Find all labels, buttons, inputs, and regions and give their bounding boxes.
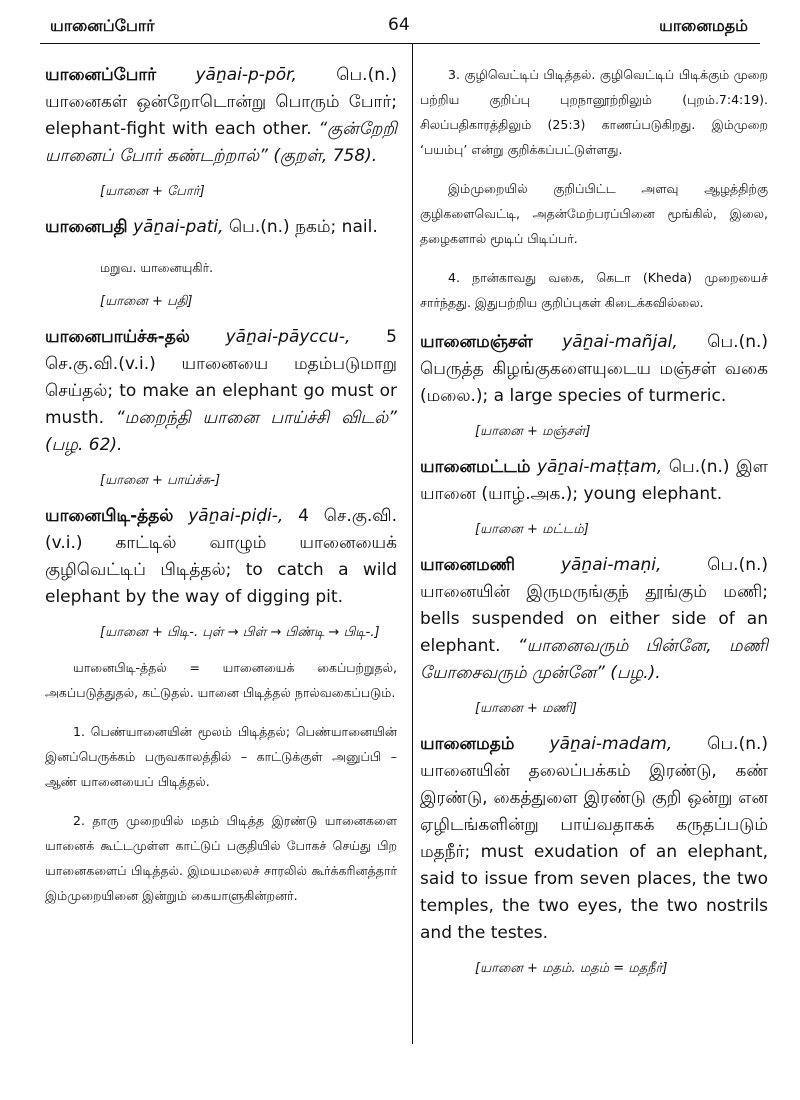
headword: யானைமணி [420,555,515,575]
variant-note: மறுவ. யானையுகிர். [100,260,214,275]
definition: பெ.(n.) யானையின் இருமருங்குந் தூங்கும் மணி; bells suspended on either side of an elephant. [420,555,769,656]
method-note-1: 1. பெண்யானையின் மூலம் பிடித்தல்; பெண்யானையின் இனப்பெருக்கம் பருவகாலத்தில் – காட்டுக்குள் அனுப்பி – ஆண் யானையைப் பிடித்தல். [45,724,397,789]
etymology: [யானை + போர்] [100,184,205,199]
page-number: 64 [388,15,410,35]
transliteration: yāṉai-mañjal, [562,332,678,352]
transliteration: yāṉai-pāyccu-, [225,327,351,347]
headword: யானைபிடி-த்தல் [45,506,174,526]
quotation: “யானைவரும் பின்னே, மணி யோசைவரும் முன்னே” (பழ.). [420,636,768,683]
definition: பெ.(n.) யானையின் தலைப்பக்கம் இரண்டு, கண் இரண்டு, கைத்துளை இரண்டு குறி ஒன்று என ஏழிடங்களின்று பாய்வதாகக் கருதப்படும் மதநீர்; must exudation of an elephant, said to issue from seven places, the two temples, the two eyes, the two nostrils and the testes. [420,734,769,943]
definition: 5 செ.கு.வி.(v.i.) யானையை மதம்படுமாறு செய்தல்; to make an elephant go must or musth. [45,327,397,428]
method-note-2: 2. தாரு முறையில் மதம் பிடித்த இரண்டு யானைகளை யானைக் கூட்டமுள்ள காட்டுப் பகுதியில் போகச் செய்து பிற யானைகளைப் பிடித்தல். இமயமலைச் சாரலில் கூர்க்கரினத்தார் இம்முறையினை இன்றும் கையாளுகின்றனர். [45,813,397,903]
headword: யானைமஞ்சள் [420,332,533,352]
transliteration: yāṉai-piḍi-, [188,506,284,526]
entry-yanaipayccu [45,324,397,459]
definition: 4 செ.கு.வி. (v.i.) காட்டில் வாழும் யானையைக் குழிவெட்டிப் பிடித்தல்; to catch a wild elephant by the way of digging pit. [45,506,397,607]
etymology: [யானை + மணி] [475,701,577,716]
headword: யானைப்போர் [45,65,157,85]
entry-yanaimattam [420,454,768,508]
headword: யானைமதம் [420,734,515,754]
quotation: “குன்றேறி யானைப் போர் கண்டற்றால்” (குறள், 758). [45,119,398,166]
definition: பெ.(n.) பெருத்த கிழங்குகளையுடைய மஞ்சள் வகை (மலை.); a large species of turmeric. [420,332,769,406]
etymology: [யானை + மஞ்சள்] [475,424,591,439]
entry-yanaimanjal [420,329,768,410]
headword: யானைமட்டம் [420,457,531,477]
entry-yanaimani [420,552,768,687]
transliteration: yāṉai-pati, [133,217,224,237]
left-column [45,62,397,908]
headword: யானைபதி [45,217,128,237]
entry-yanaippor [45,62,397,170]
definition: பெ.(n.) யானைகள் ஒன்றோடொன்று பொரும் போர்; elephant-fight with each other. [45,65,398,139]
column-divider [412,44,413,1044]
etymology: [யானை + பாய்ச்சு-] [100,473,221,488]
etymology: [யானை + மட்டம்] [475,522,589,537]
header-right-guideword: யானைமதம் [659,16,748,35]
usage-note: யானைபிடி-த்தல் = யானையைக் கைப்பற்றுதல், அகப்படுத்துதல், கட்டுதல். யானை பிடித்தல் நால்வகைப்படும். [45,660,397,700]
definition: பெ.(n.) நகம்; nail. [228,217,378,237]
right-column [420,62,768,977]
transliteration: yāṉai-madam, [549,734,673,754]
etymology: [யானை + பிடி-. புள் → பிள் → பிண்டி → பிடி-.] [100,625,380,640]
method-note-3-detail: இம்முறையில் குறிப்பிட்ட அளவு ஆழத்திற்கு குழிகளைவெட்டி, அதன்மேற்பரப்பினை மூங்கில், இலை, தழைகளால் மூடிப் பிடிப்பர். [420,181,768,246]
header-rule [40,43,760,44]
entry-yanaipidi [45,503,397,611]
entry-yanaipati [45,214,397,241]
etymology: [யானை + மதம். மதம் = மதநீர்] [475,961,668,976]
quotation: “மறைந்தி யானை பாய்ச்சி விடல்” (பழ. 62). [45,408,397,455]
method-note-4: 4. நான்காவது வகை, கெடா (Kheda) முறையைச் சார்ந்தது. இதுபற்றிய குறிப்புகள் கிடைக்கவில்லை. [420,270,768,310]
header-left-guideword: யானைப்போர் [50,16,155,35]
page-header [0,0,800,42]
entry-yanaimadam [420,731,768,947]
headword: யானைபாய்ச்சு-தல் [45,327,190,347]
transliteration: yāṉai-p-pōr, [195,65,297,85]
transliteration: yāṉai-maṇi, [560,555,662,575]
etymology: [யானை + பதி] [100,294,193,309]
transliteration: yāṉai-maṭṭam, [537,457,663,477]
method-note-3: 3. குழிவெட்டிப் பிடித்தல். குழிவெட்டிப் பிடிக்கும் முறை பற்றிய குறிப்பு புறநானூற்றிலும் (புறம்.7:4:19). சிலப்பதிகாரத்திலும் (25:3) காணப்படுகிறது. இம்முறை ‘பயம்பு’ என்று குறிக்கப்பட்டுள்ளது. [420,67,768,157]
definition: பெ.(n.) இள யானை (யாழ்.அக.); young elephant. [420,457,769,504]
